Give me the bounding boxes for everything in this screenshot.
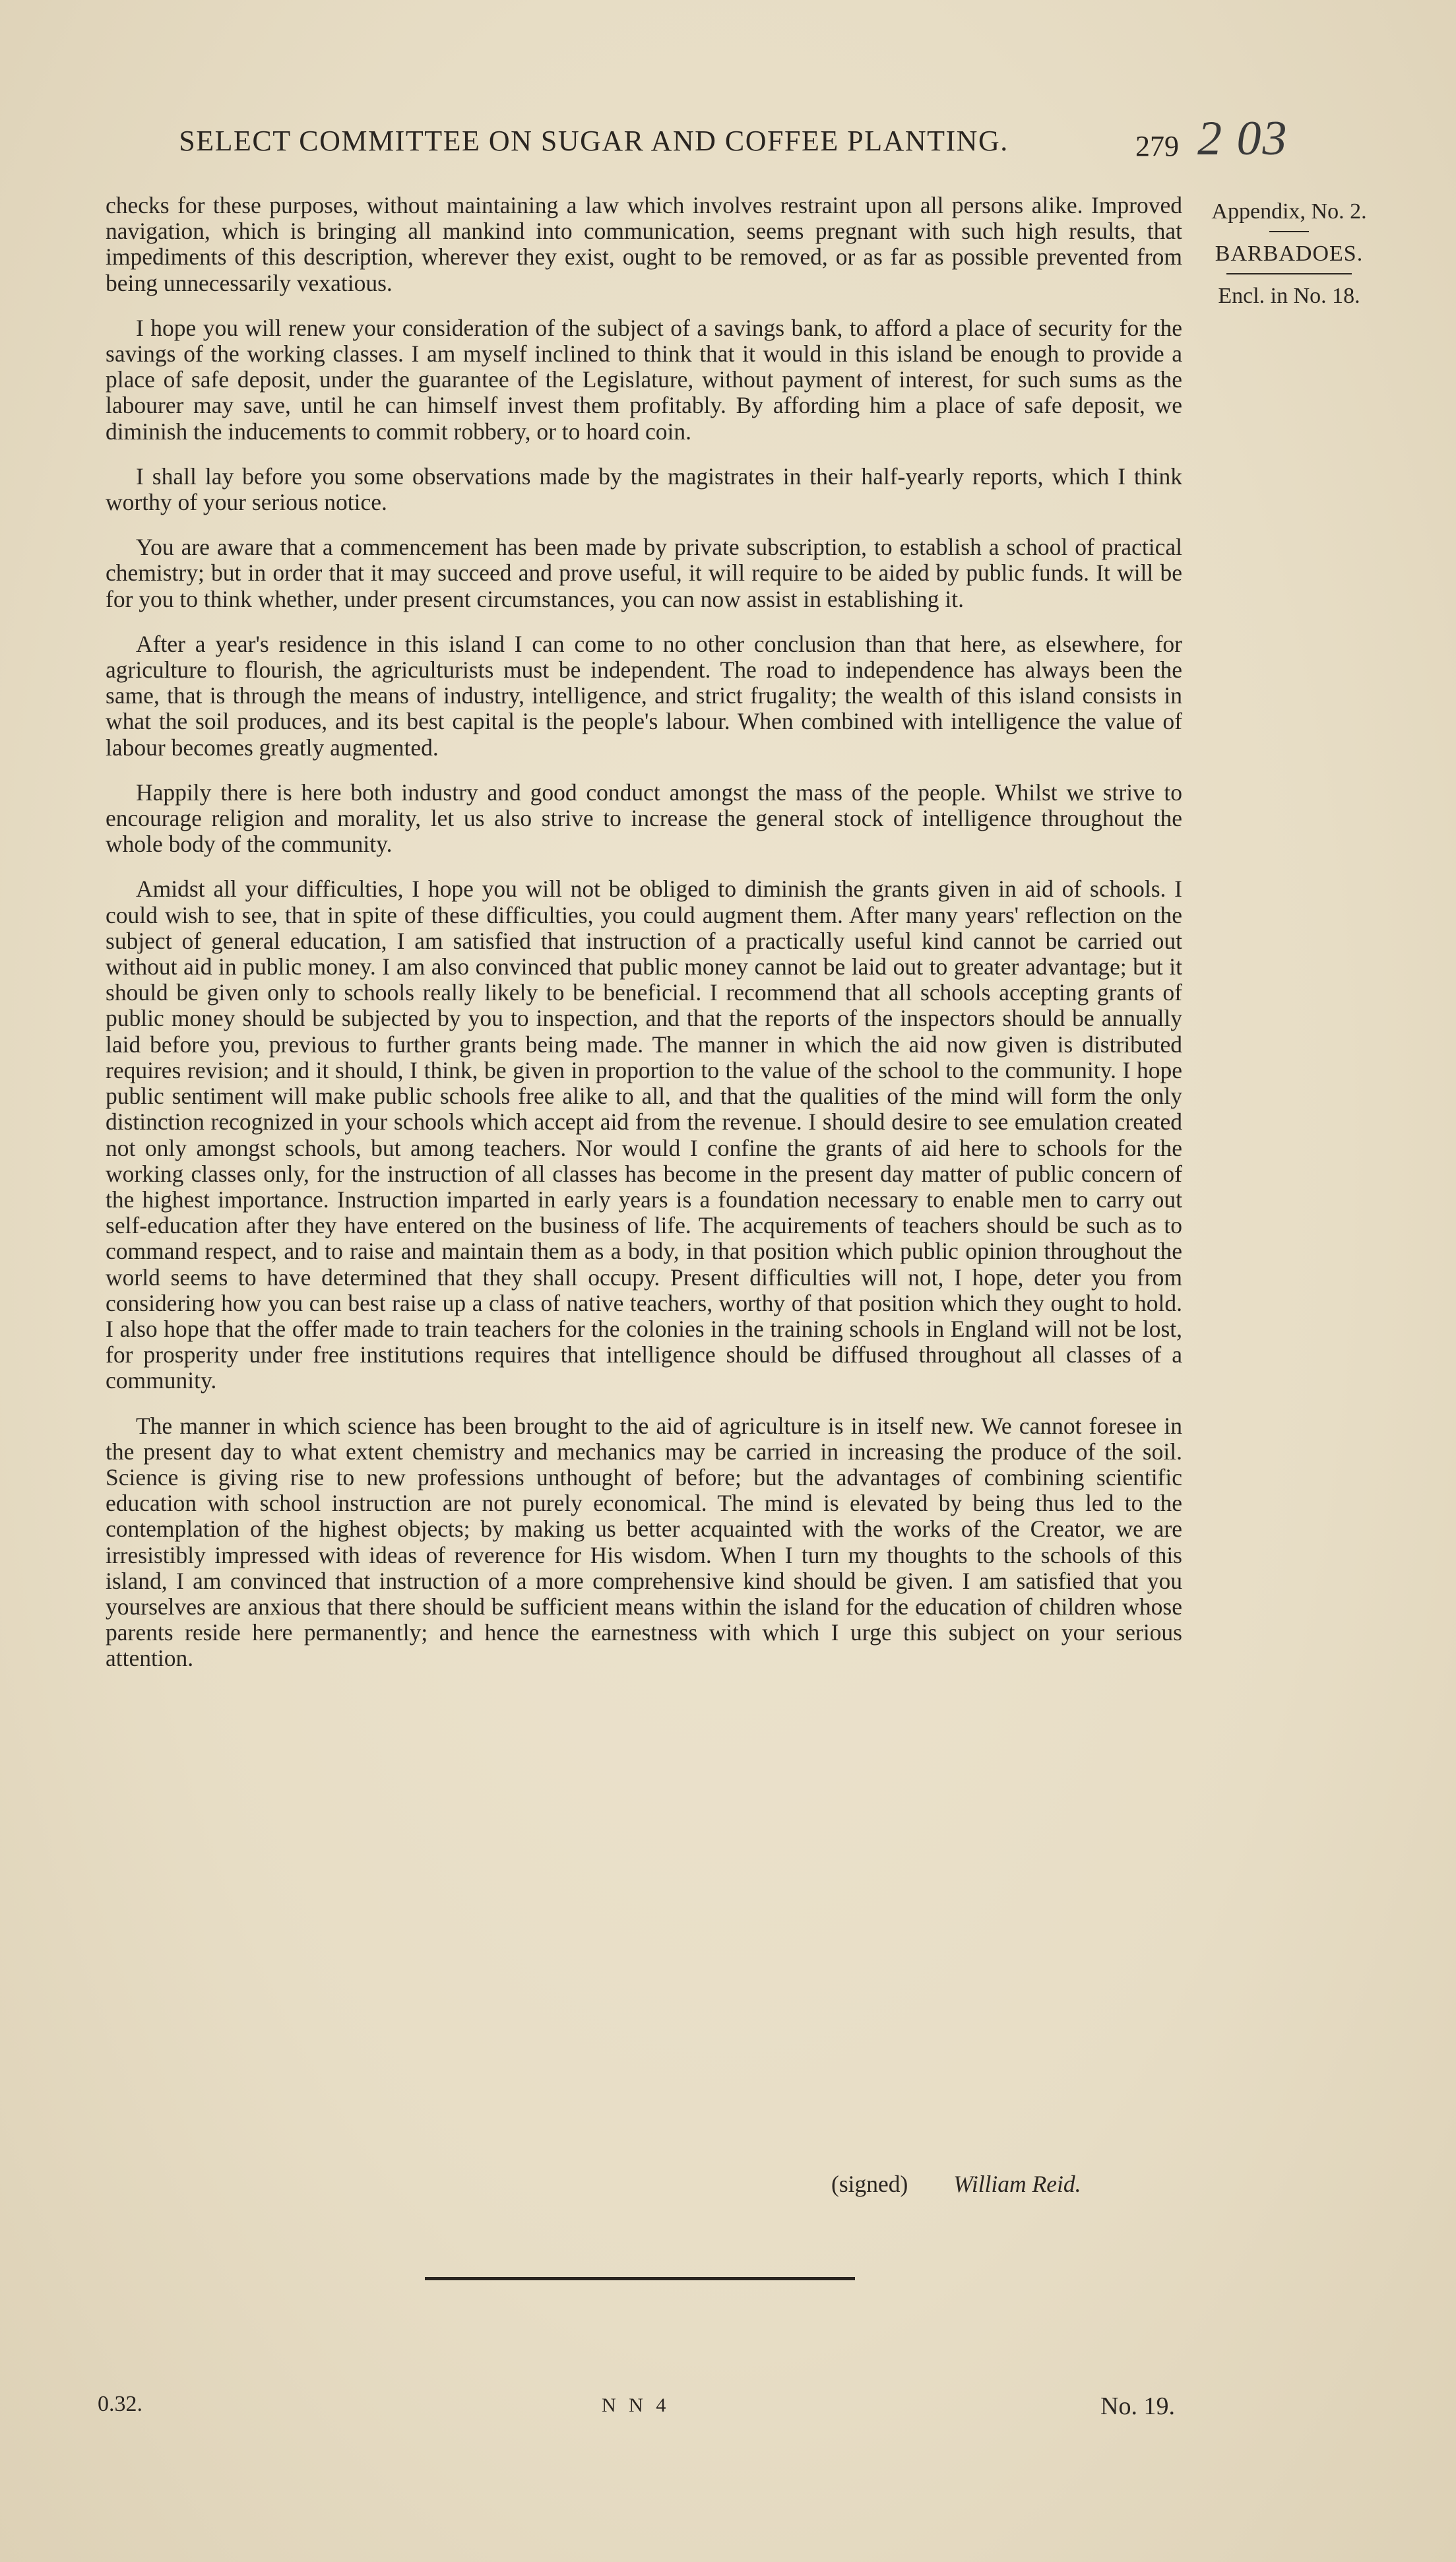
signature-line	[831, 2170, 1081, 2198]
page-number: 279	[1135, 130, 1179, 162]
body-paragraph: You are aware that a commencement has been made by private subscription, to establish a school of practical chemistry; but in order that it may succeed and prove useful, it will require to be aided by public funds. It will be for you to think whether, under present circumstances, you can now assist in establishing it.	[106, 534, 1182, 612]
body-paragraph: checks for these purposes, without maintaining a law which involves restraint upon all persons alike. Improved navigation, which is bringing all mankind into communication, seems pregnant with such high results, that impediments of this description, wherever they exist, ought to be removed, or as far as possible prevented from being unnecessarily vexatious.	[106, 192, 1182, 296]
body-paragraph: Amidst all your difficulties, I hope you will not be obliged to diminish the grants given in aid of schools. I could wish to see, that in spite of these difficulties, you could augment them. After many years' reflection on the subject of general education, I am satisfied that instruction of a practically useful kind cannot be carried out without aid in public money. I am also convinced that public money cannot be laid out to greater advantage; but it should be given only to schools really likely to be beneficial. I recommend that all schools accepting grants of public money should be subjected by you to inspection, and that the reports of the inspectors should be annually laid before you, previous to further grants being made. The manner in which the aid now given is distributed requires revision; and it should, I think, be given in proportion to the value of the school to the community. I hope public sentiment will make public schools free alike to all, and that the qualities of the mind will form the only distinction recognized in your schools which accept aid from the revenue. I should desire to see emulation created not only amongst schools, but among teachers. Nor would I confine the grants of aid here to schools for the working classes only, for the instruction of all classes has become in the present day matter of public concern of the highest importance. Instruction imparted in early years is a foundation necessary to enable men to carry out self-education after they have entered on the business of life. The acquirements of teachers should be such as to command respect, and to raise and maintain them as a body, in that position which public opinion throughout the world seems to have determined that they shall occupy. Present difficulties will not, I hope, deter you from considering how you can best raise up a class of native teachers, worthy of that position which they ought to hold. I also hope that the offer made to train teachers for the colonies in the training schools in England will not be lost, for prosperity under free institutions requires that intelligence should be diffused throughout all classes of a community.	[106, 876, 1182, 1394]
signed-label: (signed)	[831, 2171, 908, 2197]
body-paragraph: Happily there is here both industry and good conduct amongst the mass of the people. Whilst we strive to encourage religion and morality, let us also strive to increase the general stock of intelligence throughout the whole body of the community.	[106, 779, 1182, 858]
body-paragraph: The manner in which science has been brought to the aid of agriculture is in itself new. We cannot foresee in the present day to what extent chemistry and mechanics may be carried in increasing the produce of the soil. Science is giving rise to new professions unthought of before; but the advantages of combining scientific education with school instruction are not purely economical. The mind is elevated by being thus led to the contemplation of the highest objects; by making us better acquainted with the works of the Creator, we are irresistibly impressed with ideas of reverence for His wisdom. When I turn my thoughts to the schools of this island, I am convinced that instruction of a more comprehensive kind should be given. I am satisfied that you yourselves are anxious that there should be sufficient means within the island for the education of children whose parents reside here permanently; and hence the earnestness with which I urge this subject on your serious attention.	[106, 1412, 1182, 1672]
margin-rule	[1269, 231, 1309, 232]
footer-left: 0.32.	[98, 2392, 142, 2416]
letter-body	[106, 193, 1182, 1691]
page-header-title: SELECT COMMITTEE ON SUGAR AND COFFEE PLANTING.	[179, 125, 1009, 157]
handwritten-folio-number: 2 03	[1197, 112, 1288, 166]
footer-signature-mark: N N 4	[602, 2394, 670, 2416]
body-paragraph: I hope you will renew your consideration of the subject of a savings bank, to afford a place of security for the savings of the working classes. I am myself inclined to think that it would in this island be enough to provide a place of safe deposit, under the guarantee of the Legislature, without payment of interest, for such sums as the labourer may save, until he can himself invest them profitably. By affording him a place of safe deposit, we diminish the inducements to commit robbery, or to hoard coin.	[106, 314, 1182, 445]
margin-place: BARBADOES.	[1215, 241, 1364, 266]
margin-rule	[1226, 273, 1352, 274]
margin-appendix: Appendix, No. 2.	[1211, 199, 1367, 224]
body-paragraph: After a year's residence in this island I can come to no other conclusion than that here, as elsewhere, for agriculture to flourish, the agriculturists must be independent. The road to independence has always been the same, that is through the means of industry, intelligence, and strict frugality; the wealth of this island consists in what the soil produces, and its best capital is the people's labour. When combined with intelligence the value of labour becomes greatly augmented.	[106, 630, 1182, 761]
margin-enclosure: Encl. in No. 18.	[1218, 284, 1360, 308]
margin-note	[1191, 198, 1387, 310]
signature-name: William Reid.	[953, 2171, 1081, 2197]
footer-right: No. 19.	[1100, 2392, 1175, 2420]
section-divider	[425, 2277, 855, 2280]
body-paragraph: I shall lay before you some observations made by the magistrates in their half-yearly reports, which I think worthy of your serious notice.	[106, 463, 1182, 516]
